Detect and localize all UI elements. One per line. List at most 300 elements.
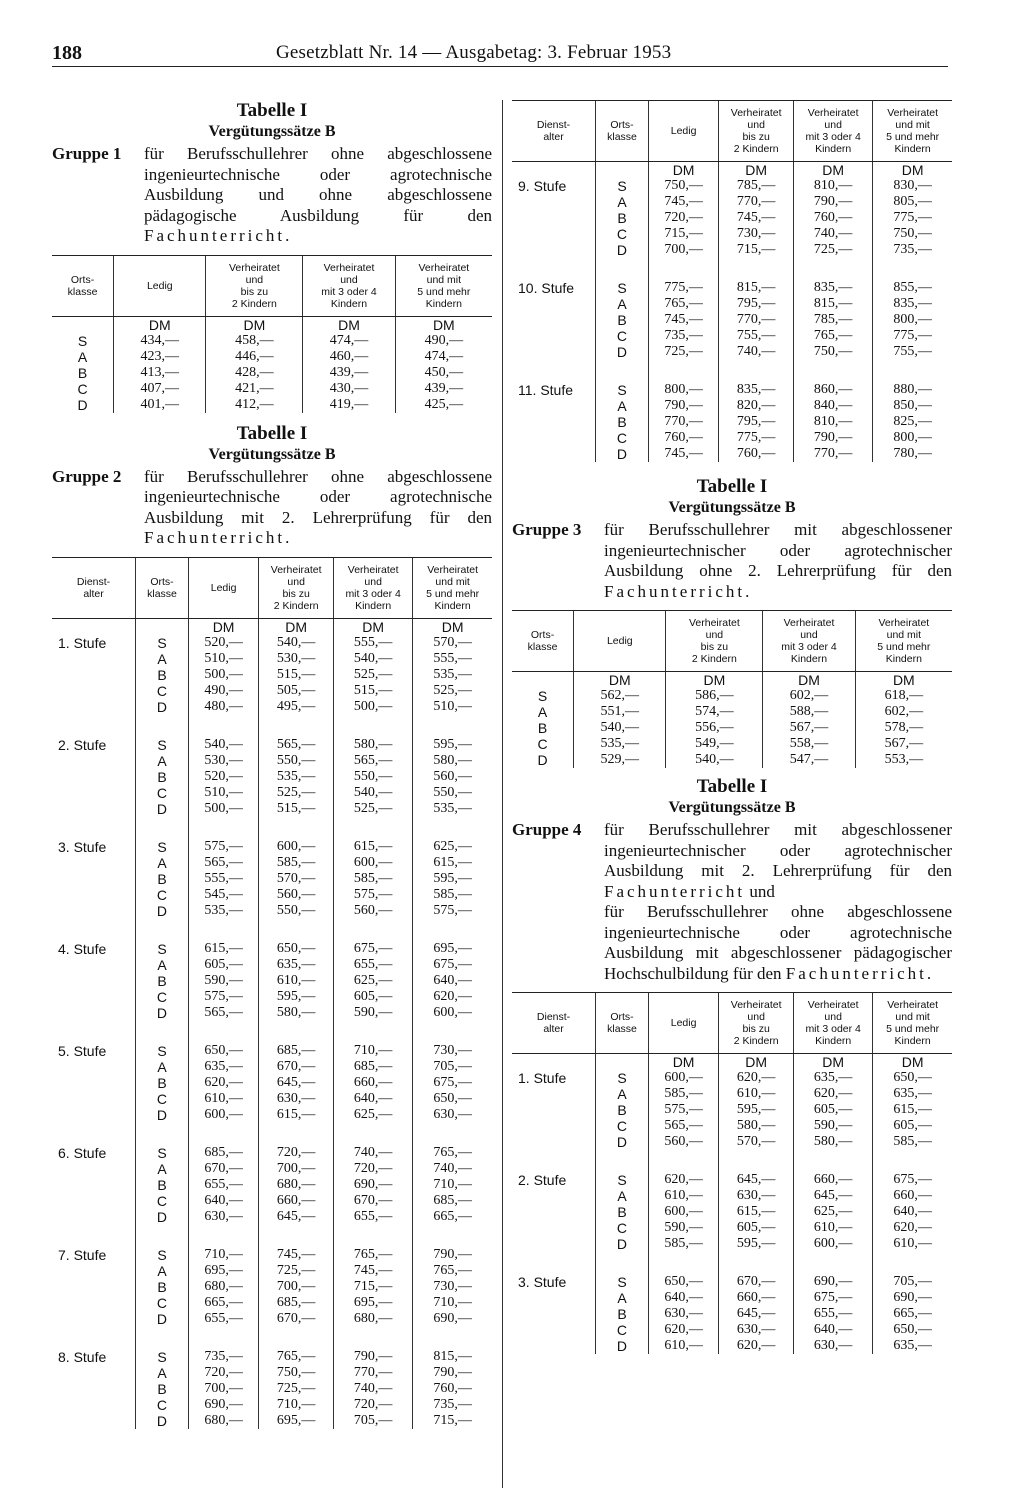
col-header-dienstalter: Dienst- alter [512,101,596,162]
col-header-verheiratet-2: Verheiratet und bis zu 2 Kindern [719,101,794,162]
value-cell: 620,— [794,1086,873,1102]
stufe-label [52,1209,136,1225]
empty-cell [334,1123,413,1145]
unit-label: DM [648,1054,718,1071]
value-cell: 690,— [873,1290,952,1306]
value-cell: 547,— [763,752,855,768]
ortsklasse-cell: C [596,1118,649,1134]
ortsklasse-cell: C [77,380,88,397]
value-cell: 510,— [413,699,492,715]
value-cell: 765,— [259,1349,334,1365]
value-cell: 740,— [334,1381,413,1397]
empty-cell [334,1021,413,1043]
ortsklasse-cell: A [136,651,189,667]
value-cell: 660,— [719,1290,794,1306]
value-cell: 510,— [188,651,258,667]
value-cell: 645,— [719,1172,794,1188]
value-cell: 590,— [648,1220,718,1236]
stufe-label [52,1311,136,1327]
value-cell: 750,— [648,178,718,194]
stufe-label [52,1177,136,1193]
ortsklasse-cell: C [136,1397,189,1413]
value-cell: 645,— [259,1209,334,1225]
col-header-verheiratet-3-4: Verheiratet und mit 3 oder 4 Kindern [794,993,873,1054]
stufe-label [52,1107,136,1123]
value-cell: 600,— [648,1070,718,1086]
value-cell: 595,— [719,1236,794,1252]
table-row [52,855,492,871]
value-cell: 460,— [303,349,395,365]
table-row [52,989,492,1005]
unit-label: DM [873,162,952,179]
value-cell: 660,— [873,1188,952,1204]
table-row [512,296,952,312]
value-cell: 590,— [794,1118,873,1134]
value-cell: 625,— [413,839,492,855]
group-4-description [512,820,952,984]
ortsklasse-cell: S [136,737,189,753]
value-cell: 585,— [334,871,413,887]
col-header-dienstalter: Dienst- alter [512,993,596,1054]
value-cell: 635,— [873,1338,952,1354]
value-cell: 650,— [873,1070,952,1086]
stufe-label [52,989,136,1005]
col-header-ortsklasse: Orts- klasse [596,993,649,1054]
value-cell: 670,— [719,1274,794,1290]
ortsklasse-cell: B [596,210,649,226]
table-row [52,365,492,381]
value-cell: 830,— [873,178,952,194]
value-cell: 585,— [648,1086,718,1102]
value-cell: 550,— [413,785,492,801]
ortsklasse-cell: D [596,242,649,258]
stufe-label [52,1365,136,1381]
value-cell: 586,— [666,688,763,704]
value-cell: 680,— [259,1177,334,1193]
ortsklasse-cell: A [596,194,649,210]
table-row [52,1059,492,1075]
value-cell: 670,— [188,1161,258,1177]
value-cell: 602,— [855,704,952,720]
value-cell: 600,— [794,1236,873,1252]
empty-cell [596,258,649,280]
value-cell: 480,— [188,699,258,715]
value-cell: 605,— [719,1220,794,1236]
ortsklasse-cell: A [596,1188,649,1204]
value-cell: 810,— [794,178,873,194]
value-cell: 675,— [794,1290,873,1306]
value-cell: 565,— [188,1005,258,1021]
value-cell: 745,— [719,210,794,226]
value-cell: 430,— [303,381,395,397]
value-cell: 567,— [763,720,855,736]
stufe-label [512,1306,596,1322]
value-cell: 710,— [334,1043,413,1059]
value-cell: 610,— [873,1236,952,1252]
stufe-label [512,344,596,360]
ortsklasse-cell: D [596,1236,649,1252]
stufe-label [512,414,596,430]
value-cell: 785,— [719,178,794,194]
right-column [512,100,952,1354]
value-cell: 860,— [794,382,873,398]
col-header-verheiratet-5: Verheiratet und mit 5 und mehr Kindern [873,993,952,1054]
stufe-label [52,1091,136,1107]
table-row [52,957,492,973]
ortsklasse-cell: A [596,1086,649,1102]
col-header-ledig: Ledig [648,993,718,1054]
value-cell: 695,— [334,1295,413,1311]
ortsklasse-cell: A [136,753,189,769]
value-cell: 720,— [259,1145,334,1161]
value-cell: 540,— [574,720,666,736]
table-row [52,1349,492,1365]
value-cell: 745,— [259,1247,334,1263]
value-cell: 580,— [413,753,492,769]
value-cell: 585,— [873,1134,952,1150]
value-cell: 615,— [413,855,492,871]
table-row [52,753,492,769]
value-cell: 556,— [666,720,763,736]
empty-cell [259,919,334,941]
value-cell: 750,— [873,226,952,242]
empty-cell [794,258,873,280]
stufe-label [512,430,596,446]
table-row [52,397,492,413]
stufe-label [52,801,136,817]
value-cell: 610,— [719,1086,794,1102]
value-cell: 760,— [648,430,718,446]
empty-cell [334,1327,413,1349]
group-3-table [512,610,952,768]
ortsklasse-cell: S [136,941,189,957]
table-row [512,194,952,210]
table-row [52,349,492,365]
value-cell: 615,— [719,1204,794,1220]
empty-cell [512,258,596,280]
table-row [52,1381,492,1397]
value-cell: 600,— [259,839,334,855]
ortsklasse-cell: C [136,1193,189,1209]
value-cell: 580,— [719,1118,794,1134]
value-cell: 535,— [259,769,334,785]
value-cell: 660,— [794,1172,873,1188]
empty-cell [52,1225,136,1247]
unit-label: DM [259,618,334,635]
value-cell: 428,— [206,365,303,381]
table-row [512,688,952,704]
value-cell: 775,— [719,430,794,446]
table-row [52,1279,492,1295]
value-cell: 770,— [719,194,794,210]
value-cell: 588,— [763,704,855,720]
value-cell: 458,— [206,333,303,349]
table-row [512,280,952,296]
ortsklasse-cell: A [596,398,649,414]
table-row [52,699,492,715]
unit-label: DM [395,316,492,333]
value-cell: 558,— [763,736,855,752]
ortsklasse-cell: C [136,1091,189,1107]
value-cell: 685,— [188,1145,258,1161]
col-header-verheiratet-3-4: Verheiratet und mit 3 oder 4 Kindern [794,101,873,162]
column-divider [502,100,503,1488]
value-cell: 551,— [574,704,666,720]
value-cell: 610,— [648,1188,718,1204]
value-cell: 439,— [395,381,492,397]
empty-cell [413,1327,492,1349]
table-row [512,430,952,446]
table-row [52,1161,492,1177]
value-cell: 710,— [259,1397,334,1413]
empty-cell [259,1123,334,1145]
value-cell: 765,— [648,296,718,312]
ortsklasse-cell: C [596,1220,649,1236]
empty-cell [188,1123,258,1145]
value-cell: 505,— [259,683,334,699]
empty-cell [512,1150,596,1172]
value-cell: 775,— [873,210,952,226]
value-cell: 590,— [334,1005,413,1021]
value-cell: 720,— [648,210,718,226]
value-cell: 855,— [873,280,952,296]
group-label: Gruppe 4 [512,820,582,839]
empty-cell [719,258,794,280]
table-row [52,973,492,989]
section-title: Tabelle I [236,100,308,121]
stufe-label [52,1381,136,1397]
value-cell: 685,— [259,1295,334,1311]
section-title: Tabelle I [236,422,308,444]
value-cell: 553,— [855,752,952,768]
col-header-verheiratet-2: Verheiratet und bis zu 2 Kindern [206,255,303,316]
value-cell: 500,— [188,667,258,683]
value-cell: 770,— [334,1365,413,1381]
group-2-description [52,467,492,549]
unit-label: DM [855,672,952,689]
empty-cell [52,1123,136,1145]
table-row [512,1220,952,1236]
stufe-label: 2. Stufe [58,736,107,753]
value-cell: 650,— [873,1322,952,1338]
empty-cell [334,817,413,839]
empty-cell [873,1252,952,1274]
value-cell: 620,— [719,1070,794,1086]
value-cell: 650,— [413,1091,492,1107]
value-cell: 520,— [188,769,258,785]
stufe-label [512,1204,596,1220]
value-cell: 730,— [413,1043,492,1059]
empty-cell [873,360,952,382]
section-subtitle: Vergütungssätze B [668,799,796,816]
value-cell: 825,— [873,414,952,430]
empty-cell [259,817,334,839]
table-row [52,1365,492,1381]
value-cell: 620,— [413,989,492,1005]
empty-cell [136,1123,189,1145]
ortsklasse-cell: B [136,973,189,989]
empty-cell [413,817,492,839]
unit-label: DM [719,162,794,179]
stufe-label [52,667,136,683]
empty-cell [188,1021,258,1043]
value-cell: 640,— [794,1322,873,1338]
section-subtitle: Vergütungssätze B [668,499,796,516]
value-cell: 585,— [648,1236,718,1252]
spacer-row [52,1225,492,1247]
empty-cell [512,162,596,179]
value-cell: 585,— [259,855,334,871]
table-row [52,667,492,683]
empty-cell [259,1225,334,1247]
value-cell: 695,— [259,1413,334,1429]
value-cell: 625,— [334,973,413,989]
ortsklasse-cell: D [77,396,88,413]
group-text-b-spaced: Fachunterricht. [785,963,935,983]
value-cell: 770,— [719,312,794,328]
ortsklasse-cell: B [596,312,649,328]
value-cell: 575,— [188,989,258,1005]
table-row [512,752,952,768]
empty-cell [334,919,413,941]
ortsklasse-cell: B [596,414,649,430]
unit-label: DM [114,316,206,333]
value-cell: 515,— [334,683,413,699]
value-cell: 790,— [648,398,718,414]
ortsklasse-cell: S [136,635,189,651]
table-row [512,446,952,462]
col-header-ledig: Ledig [188,557,258,618]
value-cell: 705,— [873,1274,952,1290]
ortsklasse-cell: A [537,704,548,720]
value-cell: 735,— [413,1397,492,1413]
empty-cell [596,1252,649,1274]
stufe-label [512,1322,596,1338]
empty-cell [259,1327,334,1349]
spacer-row [52,1021,492,1043]
left-column [52,100,492,1429]
value-cell: 645,— [259,1075,334,1091]
value-cell: 705,— [334,1413,413,1429]
table-row [52,1177,492,1193]
table-row [512,1118,952,1134]
empty-cell [794,1150,873,1172]
stufe-label: 4. Stufe [58,940,107,957]
value-cell: 590,— [188,973,258,989]
value-cell: 745,— [648,312,718,328]
group-label: Gruppe 2 [52,466,122,486]
stufe-label [512,1086,596,1102]
stufe-label: 1. Stufe [518,1070,567,1086]
empty-cell [136,1021,189,1043]
table-row [52,1397,492,1413]
empty-cell [596,1150,649,1172]
spacer-row [512,1252,952,1274]
col-header-verheiratet-3-4: Verheiratet und mit 3 oder 4 Kindern [763,611,855,672]
value-cell: 530,— [259,651,334,667]
value-cell: 820,— [719,398,794,414]
value-cell: 730,— [719,226,794,242]
value-cell: 615,— [188,941,258,957]
value-cell: 618,— [855,688,952,704]
stufe-label [512,1118,596,1134]
stufe-label: 3. Stufe [58,838,107,855]
ortsklasse-cell: C [596,430,649,446]
value-cell: 555,— [413,651,492,667]
ortsklasse-cell: A [136,1365,189,1381]
group-2-table [52,557,492,1429]
value-cell: 765,— [413,1263,492,1279]
value-cell: 800,— [873,312,952,328]
value-cell: 549,— [666,736,763,752]
table-row [52,887,492,903]
value-cell: 685,— [259,1043,334,1059]
stufe-label [512,210,596,226]
value-cell: 690,— [413,1311,492,1327]
stufe-label [512,242,596,258]
value-cell: 700,— [648,242,718,258]
ortsklasse-cell: C [537,736,548,752]
stufe-label: 3. Stufe [518,1274,567,1290]
ortsklasse-cell: D [136,903,189,919]
value-cell: 655,— [794,1306,873,1322]
value-cell: 815,— [794,296,873,312]
value-cell: 570,— [413,635,492,651]
unit-label: DM [873,1054,952,1071]
ortsklasse-cell: C [596,226,649,242]
value-cell: 700,— [259,1161,334,1177]
empty-cell [596,162,649,179]
ortsklasse-cell: B [77,364,88,381]
empty-cell [512,1054,596,1071]
spacer-row [52,715,492,737]
value-cell: 565,— [648,1118,718,1134]
empty-cell [648,1150,718,1172]
table-row [512,226,952,242]
table-row [52,801,492,817]
value-cell: 730,— [413,1279,492,1295]
unit-label: DM [334,618,413,635]
value-cell: 630,— [188,1209,258,1225]
value-cell: 423,— [114,349,206,365]
ortsklasse-cell: B [136,769,189,785]
ortsklasse-cell: A [136,855,189,871]
value-cell: 790,— [794,194,873,210]
value-cell: 595,— [719,1102,794,1118]
stufe-label [52,957,136,973]
value-cell: 655,— [334,1209,413,1225]
table-row [52,1043,492,1059]
empty-cell [52,715,136,737]
value-cell: 550,— [259,753,334,769]
value-cell: 715,— [413,1413,492,1429]
page-number: 188 [52,42,82,64]
value-cell: 740,— [719,344,794,360]
table-row [512,210,952,226]
ortsklasse-cell: S [136,1247,189,1263]
col-header-ortsklasse: Orts- klasse [136,557,189,618]
empty-cell [52,1327,136,1349]
table-row [512,344,952,360]
value-cell: 690,— [794,1274,873,1290]
empty-cell [648,360,718,382]
empty-cell [648,258,718,280]
value-cell: 725,— [648,344,718,360]
group-text-spaced: Fachunterricht. [144,226,293,245]
empty-cell [188,817,258,839]
value-cell: 525,— [413,683,492,699]
value-cell: 610,— [259,973,334,989]
